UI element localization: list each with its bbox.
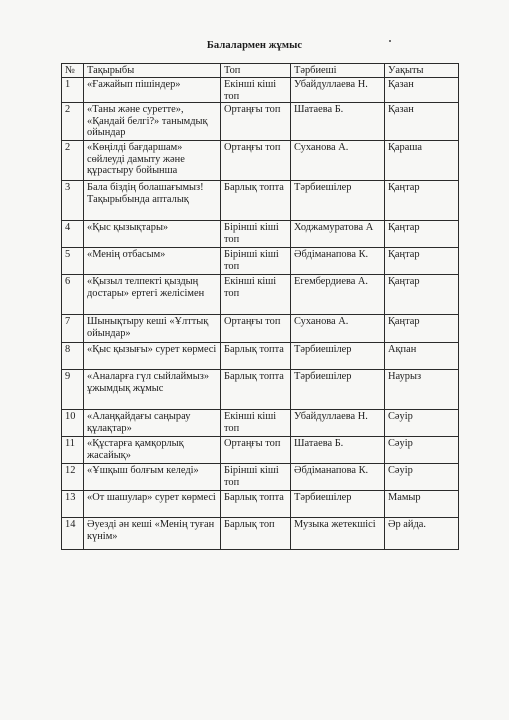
header-topic: Тақырыбы [84,64,221,78]
row-time: Ақпан [385,343,459,370]
row-topic: «Қыс қызықтары» [84,221,221,248]
row-teacher: Убайдуллаева Н. [291,78,385,103]
table-row [62,315,459,343]
work-table [61,63,459,550]
row-teacher: Тәрбиешілер [291,181,385,221]
row-teacher: Әбдіманапова К. [291,464,385,491]
row-number: 11 [62,437,84,464]
row-number: 7 [62,315,84,343]
row-number: 14 [62,518,84,550]
row-topic: «Таны және суретте», «Қандай белгі?» танымдық ойындар [84,103,221,141]
row-group: Екінші кіші топ [221,78,291,103]
row-teacher: Суханова А. [291,315,385,343]
table-row [62,78,459,103]
table-row [62,518,459,550]
row-teacher: Суханова А. [291,141,385,181]
row-topic: «Алаңқайдағы саңырау құлақтар» [84,410,221,437]
row-number: 1 [62,78,84,103]
row-time: Қараша [385,141,459,181]
row-time: Сәуір [385,464,459,491]
row-group: Барлық топ [221,518,291,550]
row-time: Мамыр [385,491,459,518]
row-time: Қаңтар [385,181,459,221]
row-number: 4 [62,221,84,248]
row-group: Ортаңғы топ [221,315,291,343]
row-teacher: Егембердиева А. [291,275,385,315]
row-number: 12 [62,464,84,491]
row-teacher: Ходжамуратова А [291,221,385,248]
row-topic: «Ұшқыш болғым келеді» [84,464,221,491]
header-time: Уақыты [385,64,459,78]
row-topic: «Ғажайып пішіндер» [84,78,221,103]
row-number: 2 [62,103,84,141]
row-group: Бірінші кіші топ [221,221,291,248]
row-time: Сәуір [385,437,459,464]
header-number: № [62,64,84,78]
row-number: 2 [62,141,84,181]
table-row [62,464,459,491]
page-title: Балалармен жұмыс [206,40,303,51]
header-group: Топ [221,64,291,78]
row-group: Екінші кіші топ [221,275,291,315]
table-row [62,370,459,410]
scan-dot [389,40,391,42]
row-group: Барлық топта [221,343,291,370]
row-teacher: Шатаева Б. [291,103,385,141]
row-time: Қаңтар [385,315,459,343]
row-number: 9 [62,370,84,410]
header-teacher: Тәрбиеші [291,64,385,78]
row-topic: «От шашулар» сурет көрмесі [84,491,221,518]
row-teacher: Тәрбиешілер [291,370,385,410]
row-topic: Шынықтыру кеші «Ұлттық ойындар» [84,315,221,343]
table-row [62,437,459,464]
row-group: Бірінші кіші топ [221,464,291,491]
row-group: Бірінші кіші топ [221,248,291,275]
row-time: Қазан [385,78,459,103]
table-row [62,248,459,275]
row-topic: «Құстарға қамқорлық жасайық» [84,437,221,464]
row-number: 3 [62,181,84,221]
row-time: Сәуір [385,410,459,437]
table-row [62,221,459,248]
table-row [62,141,459,181]
row-group: Ортаңғы топ [221,103,291,141]
row-time: Қаңтар [385,221,459,248]
table-row [62,491,459,518]
row-number: 5 [62,248,84,275]
row-number: 10 [62,410,84,437]
table-row [62,103,459,141]
row-group: Ортаңғы топ [221,437,291,464]
row-topic: «Аналарға гүл сыйлаймыз» ұжымдық жұмыс [84,370,221,410]
row-time: Әр айда. [385,518,459,550]
row-group: Екінші кіші топ [221,410,291,437]
row-number: 13 [62,491,84,518]
row-topic: «Менің отбасым» [84,248,221,275]
row-group: Барлық топта [221,370,291,410]
table-body [62,78,459,550]
row-time: Қазан [385,103,459,141]
table-header-row [62,64,459,78]
row-teacher: Убайдуллаева Н. [291,410,385,437]
row-teacher: Тәрбиешілер [291,343,385,370]
row-teacher: Тәрбиешілер [291,491,385,518]
row-teacher: Музыка жетекшісі [291,518,385,550]
row-group: Барлық топта [221,181,291,221]
table-row [62,410,459,437]
table-row [62,275,459,315]
row-group: Ортаңғы топ [221,141,291,181]
table-row [62,343,459,370]
row-time: Қаңтар [385,248,459,275]
row-topic: «Қызыл телпекті қыздың достары» ертегі желісімен [84,275,221,315]
row-topic: Бала біздің болашағымыз! Тақырыбында апталық [84,181,221,221]
row-time: Наурыз [385,370,459,410]
row-time: Қаңтар [385,275,459,315]
row-topic: Әуезді ән кеші «Менің туған күнім» [84,518,221,550]
row-topic: «Қыс қызығы» сурет көрмесі [84,343,221,370]
row-group: Барлық топта [221,491,291,518]
row-number: 8 [62,343,84,370]
table-row [62,181,459,221]
row-number: 6 [62,275,84,315]
row-teacher: Әбдіманапова К. [291,248,385,275]
row-teacher: Шатаева Б. [291,437,385,464]
row-topic: «Көңілді бағдаршам» сөйлеуді дамыту және құрастыру бойынша [84,141,221,181]
